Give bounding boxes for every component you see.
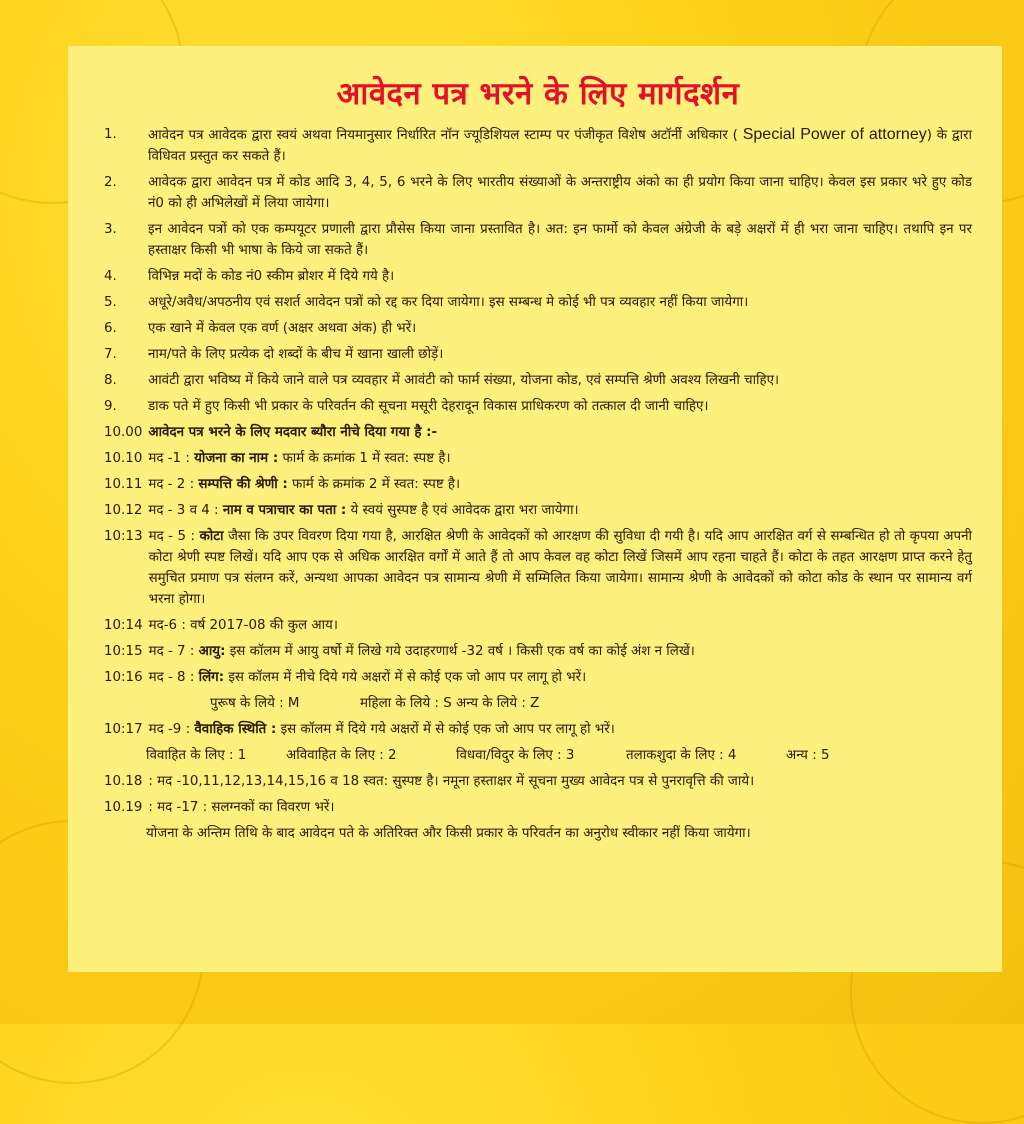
marital-widowed: विधवा/विदुर के लिए : 3 xyxy=(456,748,575,763)
item-text: आवंटी द्वारा भविष्य में किये जाने वाले पत्र व्यवहार में आवंटी को फार्म संख्या, योजना कोड, एवं सम्पत्ति श्रेणी अवश्य लिखनी चाहिए। xyxy=(148,373,780,388)
page-title: आवेदन पत्र भरने के लिए मार्गदर्शन xyxy=(336,76,740,112)
list-item xyxy=(104,172,972,214)
section-number: 10.12 xyxy=(104,503,143,518)
section-prefix: मद -9 : xyxy=(148,722,191,737)
section-number: 10.10 xyxy=(104,451,143,466)
section-item xyxy=(104,771,972,792)
section-prefix: मद - 3 व 4 : xyxy=(148,503,219,518)
marital-married: विवाहित के लिए : 1 xyxy=(146,748,247,763)
section-item xyxy=(104,500,972,521)
section-prefix: मद - 7 : xyxy=(148,644,195,659)
section-item xyxy=(104,667,972,688)
item-number: 6. xyxy=(104,321,117,336)
guidelines-panel xyxy=(68,46,1002,972)
section-number: 10.00 xyxy=(104,425,143,440)
section-number: 10.19 xyxy=(104,800,143,815)
section-text xyxy=(148,500,972,521)
section-item xyxy=(104,719,972,740)
section-text xyxy=(149,526,972,610)
section-text xyxy=(149,641,972,662)
list-item xyxy=(104,292,972,313)
section-number: 10:16 xyxy=(104,670,143,685)
section-body: ये स्वयं सुस्पष्ट है एवं आवेदक द्वारा भरा जायेगा। xyxy=(350,503,579,518)
item-latin-text: Special Power of attorney xyxy=(742,126,927,143)
footer-text: योजना के अन्तिम तिथि के बाद आवेदन पते के अतिरिक्त और किसी प्रकार के परिवर्तन का अनुरोध स्वीकार नहीं किया जायेगा। xyxy=(146,826,751,841)
item-text: इन आवेदन पत्रों को एक कम्पयूटर प्रणाली द्वारा प्रौसेस किया जाना प्रस्तावित है। अत: इन फार्मो को केवल अंग्रेजी के बड़े अक्षरों में ही भरा जाना चाहिए। तथापि इन पर हस्ताक्षर किसी भी भाषा के किये जा सकते हैं। xyxy=(148,222,972,258)
marital-divorced: तलाकशुदा के लिए : 4 xyxy=(626,748,737,763)
list-item xyxy=(104,266,972,287)
section-body: इस कॉलम में दिये गये अक्षरों में से कोई एक जो आप पर लागू हो भरें। xyxy=(280,722,615,737)
item-text: नाम/पते के लिए प्रत्येक दो शब्दों के बीच में खाना खाली छोड़ें। xyxy=(148,347,444,362)
gender-female-other: महिला के लिये : S अन्य के लिये : Z xyxy=(360,696,540,711)
section-text xyxy=(148,448,972,469)
section-text xyxy=(148,474,972,495)
gender-male: पुरूष के लिये : M xyxy=(210,696,300,711)
section-number: 10.18 xyxy=(104,774,143,789)
item-text-part: ) के द्वारा विधिवत प्रस्तुत कर सकते हैं। xyxy=(148,128,972,164)
item-number: 7. xyxy=(104,347,117,362)
section-prefix: मद - 8 : xyxy=(148,670,195,685)
section-body: जैसा कि उपर विवरण दिया गया है, आरक्षित श्रेणी के आवेदकों को आरक्षण की सुविधा दी गयी है। यदि आप आरक्षित वर्ग से सम्बन्धित हो तो कृपया अपनी कोटा श्रेणी स्पष्ट लिखें। यदि आप एक से अधिक आरक्षित वर्गों में आते हैं तो आप केवल वह कोटा लिखें जिसमें आप रहना चाहते हैं। कोटा के तहत आरक्षण प्राप्त करने हेतु समुचित प्रमाण पत्र संलग्न करें, अन्यथा आपका आवेदन पत्र सामान्य श्रेणी में सम्मिलित किया जायेगा। सामान्य श्रेणी के आवेदकों को कोटा कोड के स्थान पर सामान्य वर्ग भरना होगा। xyxy=(148,529,972,607)
section-item xyxy=(104,448,972,469)
section-body: इस कॉलम में आयु वर्षो में लिखे गये उदाहरणार्थ -32 वर्ष । किसी एक वर्ष का कोई अंश न लिखें। xyxy=(229,644,695,659)
list-item xyxy=(104,370,972,391)
section-item xyxy=(104,797,972,818)
section-bold: लिंग: xyxy=(198,670,225,685)
list-item xyxy=(104,396,972,417)
section-text: : मद -17 : सलग्नकों का विवरण भरें। xyxy=(148,800,335,815)
section-prefix: मद - 5 : xyxy=(148,529,196,544)
section-item xyxy=(104,526,972,610)
list-item xyxy=(104,219,972,261)
section-bold: सम्पत्ति की श्रेणी : xyxy=(198,477,288,492)
marital-unmarried: अविवाहित के लिए : 2 xyxy=(286,748,397,763)
section-number: 10.11 xyxy=(104,477,143,492)
section-item xyxy=(104,641,972,662)
section-bold: नाम व पत्राचार का पता : xyxy=(222,503,347,518)
marital-other: अन्य : 5 xyxy=(786,748,830,763)
item-number: 5. xyxy=(104,295,117,310)
section-bold: आयु: xyxy=(198,644,226,659)
section-number: 10:14 xyxy=(104,618,143,633)
section-item xyxy=(104,615,972,636)
section-bold: वैवाहिक स्थिति : xyxy=(194,722,277,737)
section-prefix: मद - 2 : xyxy=(148,477,195,492)
item-number: 2. xyxy=(104,175,117,190)
item-text: एक खाने में केवल एक वर्ण (अक्षर अथवा अंक) ही भरें। xyxy=(148,321,417,336)
section-text xyxy=(149,719,972,740)
item-text xyxy=(148,124,972,167)
section-prefix: मद -1 : xyxy=(148,451,190,466)
item-number: 9. xyxy=(104,399,117,414)
section-item xyxy=(104,474,972,495)
item-number: 4. xyxy=(104,269,117,284)
section-text: आवेदन पत्र भरने के लिए मदवार ब्यौरा नीचे दिया गया है :- xyxy=(148,425,438,440)
item-text: डाक पते में हुए किसी भी प्रकार के परिवर्तन की सूचना मसूरी देहरादून विकास प्राधिकरण को तत्काल दी जानी चाहिए। xyxy=(148,399,709,414)
item-number: 3. xyxy=(104,222,117,237)
item-number: 1. xyxy=(104,127,117,142)
list-item xyxy=(104,344,972,365)
section-text: मद-6 : वर्ष 2017-08 की कुल आय। xyxy=(148,618,338,633)
section-body: फार्म के क्रमांक 2 में स्वत: स्पष्ट है। xyxy=(292,477,461,492)
section-text xyxy=(149,667,972,688)
marital-options xyxy=(104,745,972,766)
section-body: फार्म के क्रमांक 1 में स्वत: स्पष्ट है। xyxy=(282,451,451,466)
item-text: अधूरे/अवैध/अपठनीय एवं सशर्त आवेदन पत्रों को रद्द कर दिया जायेगा। इस सम्बन्ध मे कोई भी पत्र व्यवहार नहीं किया जायेगा। xyxy=(148,295,749,310)
section-header xyxy=(104,422,972,443)
item-text-part: आवेदन पत्र आवेदक द्वारा स्वयं अथवा नियमानुसार निर्धारित नॉन ज्यूडिशियल स्टाम्प पर पंजीकृत विशेष अटॉर्नी अधिकार ( xyxy=(148,128,738,143)
item-text: आवेदक द्वारा आवेदन पत्र में कोड आदि 3, 4, 5, 6 भरने के लिए भारतीय संख्याओं के अन्तराष्ट्रीय अंको का ही प्रयोग किया जाना चाहिए। केवल इस प्रकार भरे हुए कोड नं0 को ही अभिलेखों में लिया जायेगा। xyxy=(148,175,972,211)
section-body: इस कॉलम में नीचे दिये गये अक्षरों में से कोई एक जो आप पर लागू हो भरें। xyxy=(228,670,587,685)
gender-options xyxy=(104,693,972,714)
list-item xyxy=(104,124,972,167)
section-number: 10:15 xyxy=(104,644,143,659)
list-item xyxy=(104,318,972,339)
section-bold: योजना का नाम : xyxy=(194,451,279,466)
section-text: : मद -10,11,12,13,14,15,16 व 18 स्वत: सुस्पष्ट है। नमूना हस्ताक्षर में सूचना मुख्य आवेदन पत्र से पुनरावृत्ति की जाये। xyxy=(148,774,755,789)
item-text: विभिन्न मदों के कोड नं0 स्कीम ब्रोशर में दिये गये है। xyxy=(148,269,395,284)
section-number: 10:13 xyxy=(104,529,143,544)
footer-note xyxy=(104,823,972,844)
section-number: 10:17 xyxy=(104,722,143,737)
section-bold: कोटा xyxy=(199,529,224,544)
item-number: 8. xyxy=(104,373,117,388)
